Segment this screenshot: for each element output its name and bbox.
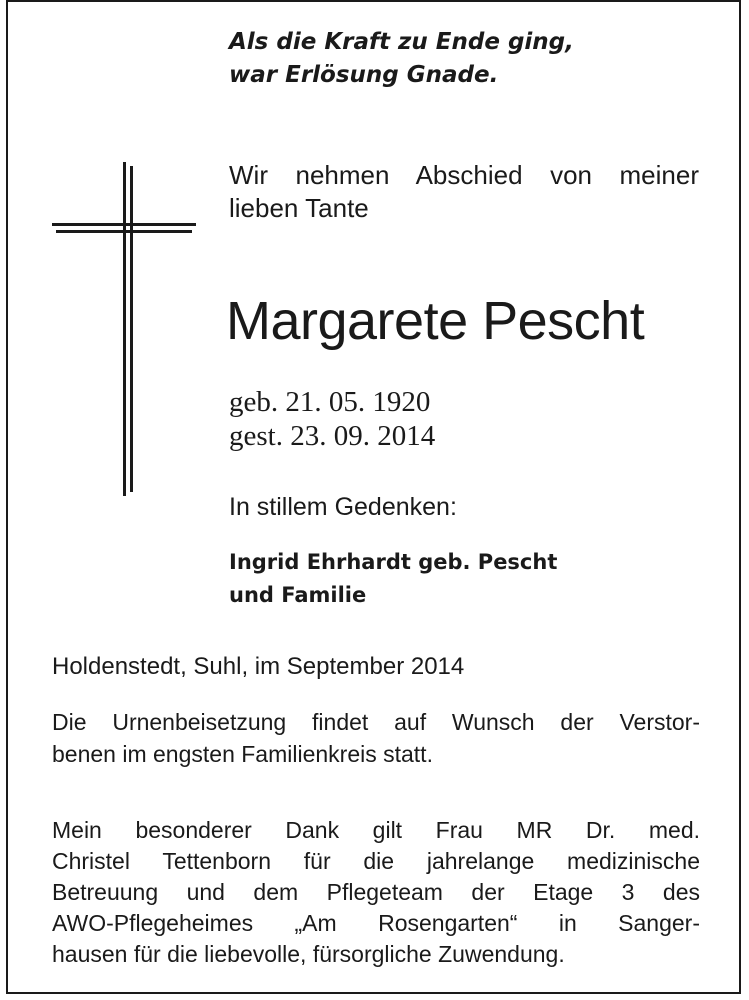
death-date: gest. 23. 09. 2014 <box>229 420 436 452</box>
thanks-line-2: Christel Tettenborn für die jahrelange medizinische <box>52 848 700 874</box>
place-and-date: Holdenstedt, Suhl, im September 2014 <box>52 653 465 680</box>
burial-note <box>52 706 700 770</box>
burial-note-line-2: benen im engsten Familienkreis statt. <box>52 741 433 767</box>
thanks-line-1: Mein besonderer Dank gilt Frau MR Dr. med. <box>52 817 700 843</box>
mourners-heading: In stillem Gedenken: <box>229 493 457 521</box>
thanks-line-3: Betreuung und dem Pflegeteam der Etage 3 des <box>52 879 700 905</box>
mourners-line-1: Ingrid Ehrhardt geb. Pescht <box>229 550 558 574</box>
birth-date: geb. 21. 05. 1920 <box>229 386 431 418</box>
burial-note-line-1: Die Urnenbeisetzung findet auf Wunsch der Verstor- <box>52 709 700 735</box>
mourners-names <box>229 546 557 612</box>
motto <box>229 26 574 92</box>
thanks-line-4: AWO-Pflegeheimes „Am Rosengarten“ in Sanger- <box>52 910 700 936</box>
farewell-intro-line-2: lieben Tante <box>229 193 369 223</box>
life-dates <box>229 385 435 453</box>
farewell-intro-line-1: Wir nehmen Abschied von meiner <box>229 160 699 190</box>
christian-cross-icon <box>52 162 196 496</box>
mourners-line-2: und Familie <box>229 583 367 607</box>
thanks-line-5: hausen für die liebevolle, fürsorgliche Zuwendung. <box>52 941 565 967</box>
motto-line-2: war Erlösung Gnade. <box>229 62 499 88</box>
thanks-note <box>52 815 700 970</box>
farewell-intro <box>229 159 699 225</box>
deceased-name: Margarete Pescht <box>226 291 645 351</box>
motto-line-1: Als die Kraft zu Ende ging, <box>229 29 574 55</box>
